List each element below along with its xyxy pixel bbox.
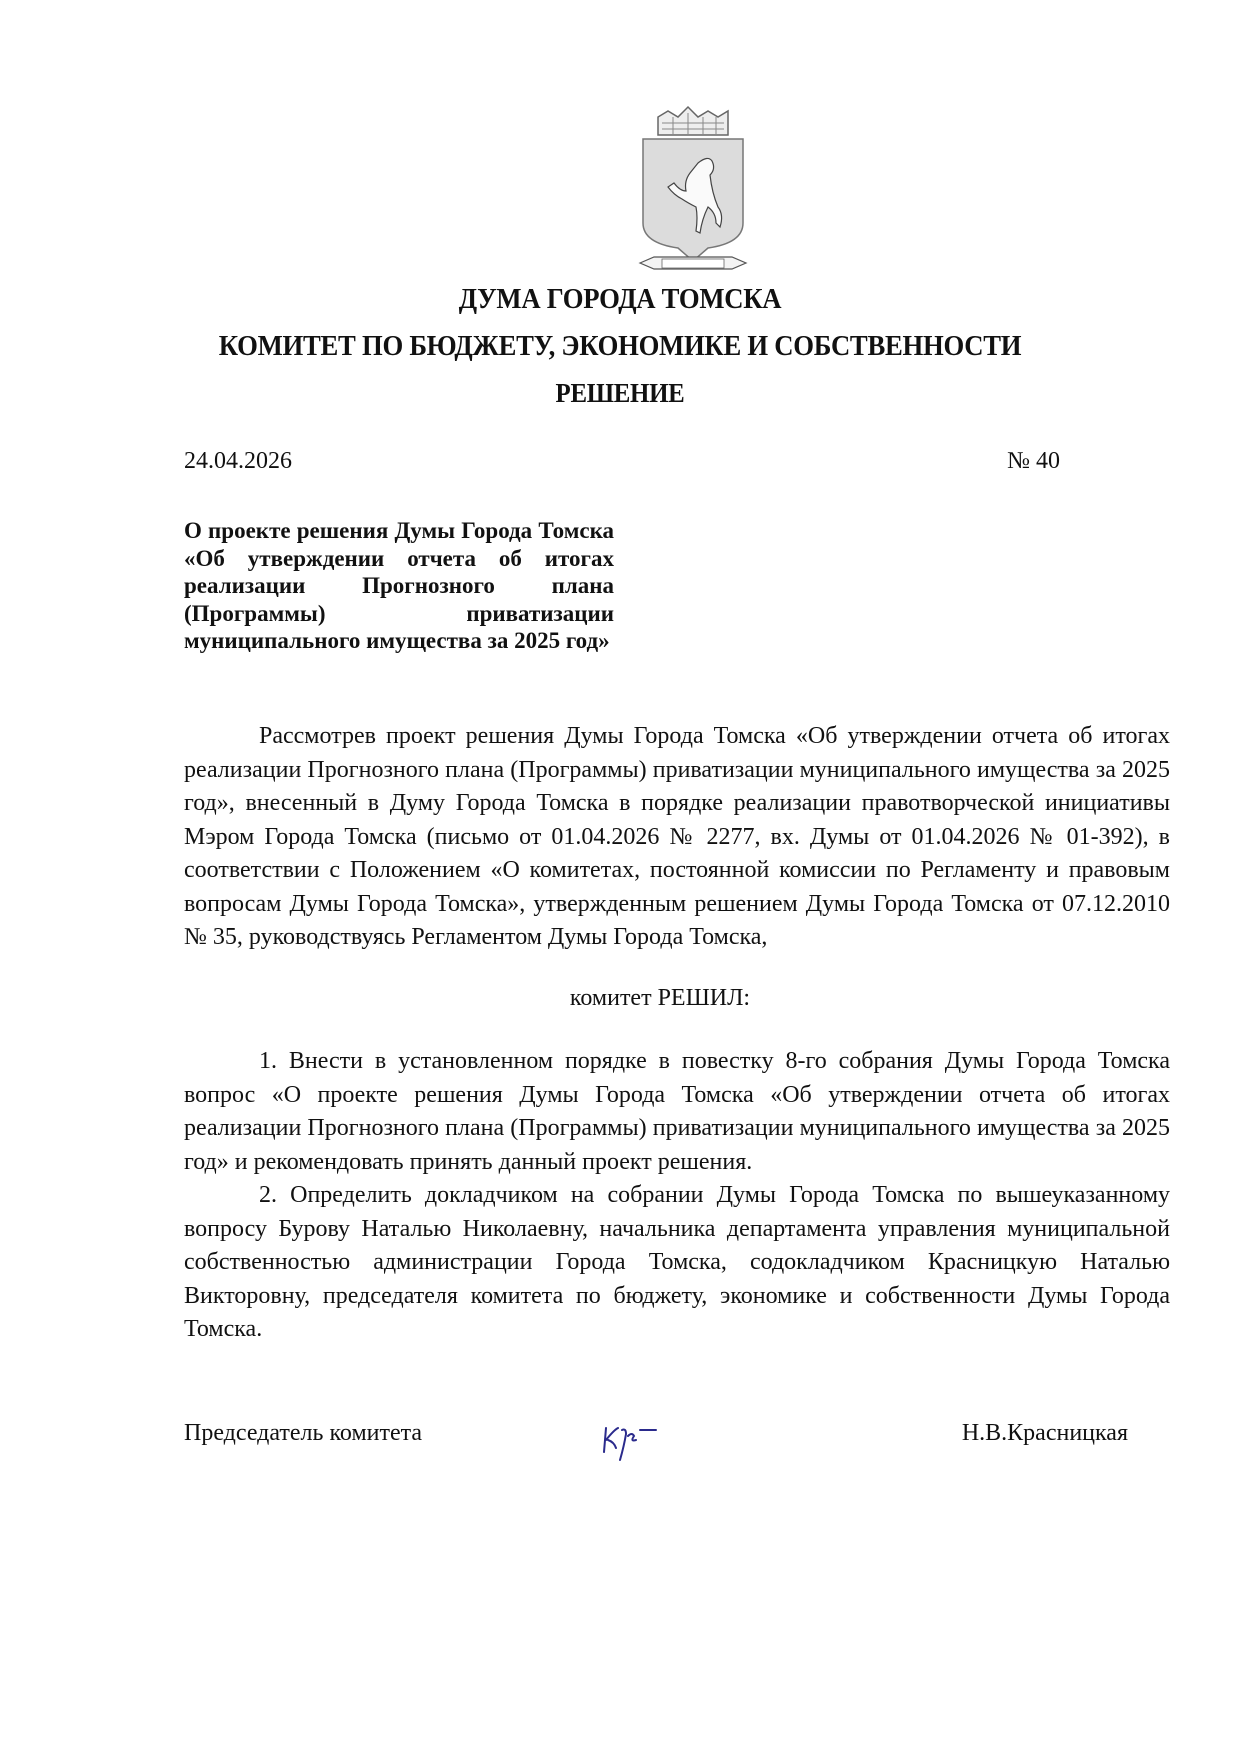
organization-title: ДУМА ГОРОДА ТОМСКА xyxy=(458,283,782,315)
coat-of-arms-icon xyxy=(638,103,748,275)
document-date: 24.04.2026 xyxy=(184,448,292,474)
preamble-paragraph: Рассмотрев проект решения Думы Города Томска «Об утверждении отчета об итогах реализации Прогнозного плана (Программы) приватизации муниципального имущества за 2025 год», внесенный в Думу Города Томска в порядке реализации правотворческой инициативы Мэром Города Томска (письмо от 01.04.2026 № 2277, вх. Думы от 01.04.2026 № 01-392), в соответствии с Положением «О комитетах, постоянной комиссии по Регламенту и правовым вопросам Думы Города Томска», утвержденным решением Думы Города Томска от 07.12.2010 № 35, руководствуясь Регламентом Думы Города Томска, xyxy=(184,723,1170,950)
document-subject: О проекте решения Думы Города Томска «Об утверждении отчета об итогах реализации Прогнозного плана (Программы) приватизации муниципального имущества за 2025 год» xyxy=(184,518,614,653)
resolution-item: 2. Определить докладчиком на собрании Думы Города Томска по вышеуказанному вопросу Бурову Наталью Николаевну, начальника департамента управления муниципальной собственностью администрации Города Томска, содокладчиком Красницкую Наталью Викторовну, председателя комитета по бюджету, экономике и собственности Думы Города Томска. xyxy=(184,1182,1170,1342)
resolution-item: 1. Внести в установленном порядке в повестку 8-го собрания Думы Города Томска вопрос «О проекте решения Думы Города Томска «Об утверждении отчета об итогах реализации Прогнозного плана (Программы) приватизации муниципального имущества за 2025 год» и рекомендовать принять данный проект решения. xyxy=(184,1048,1170,1175)
handwritten-signature-icon xyxy=(598,1418,668,1463)
signatory-name: Н.В.Красницкая xyxy=(961,1420,1128,1446)
resolution-items xyxy=(184,1045,1170,1347)
document-type: РЕШЕНИЕ xyxy=(555,378,685,408)
signatory-role: Председатель комитета xyxy=(184,1420,423,1446)
committee-title: КОМИТЕТ ПО БЮДЖЕТУ, ЭКОНОМИКЕ И СОБСТВЕННОСТИ xyxy=(218,330,1022,362)
document-number: № 40 xyxy=(1007,448,1060,474)
resolved-heading: комитет РЕШИЛ: xyxy=(569,985,751,1011)
